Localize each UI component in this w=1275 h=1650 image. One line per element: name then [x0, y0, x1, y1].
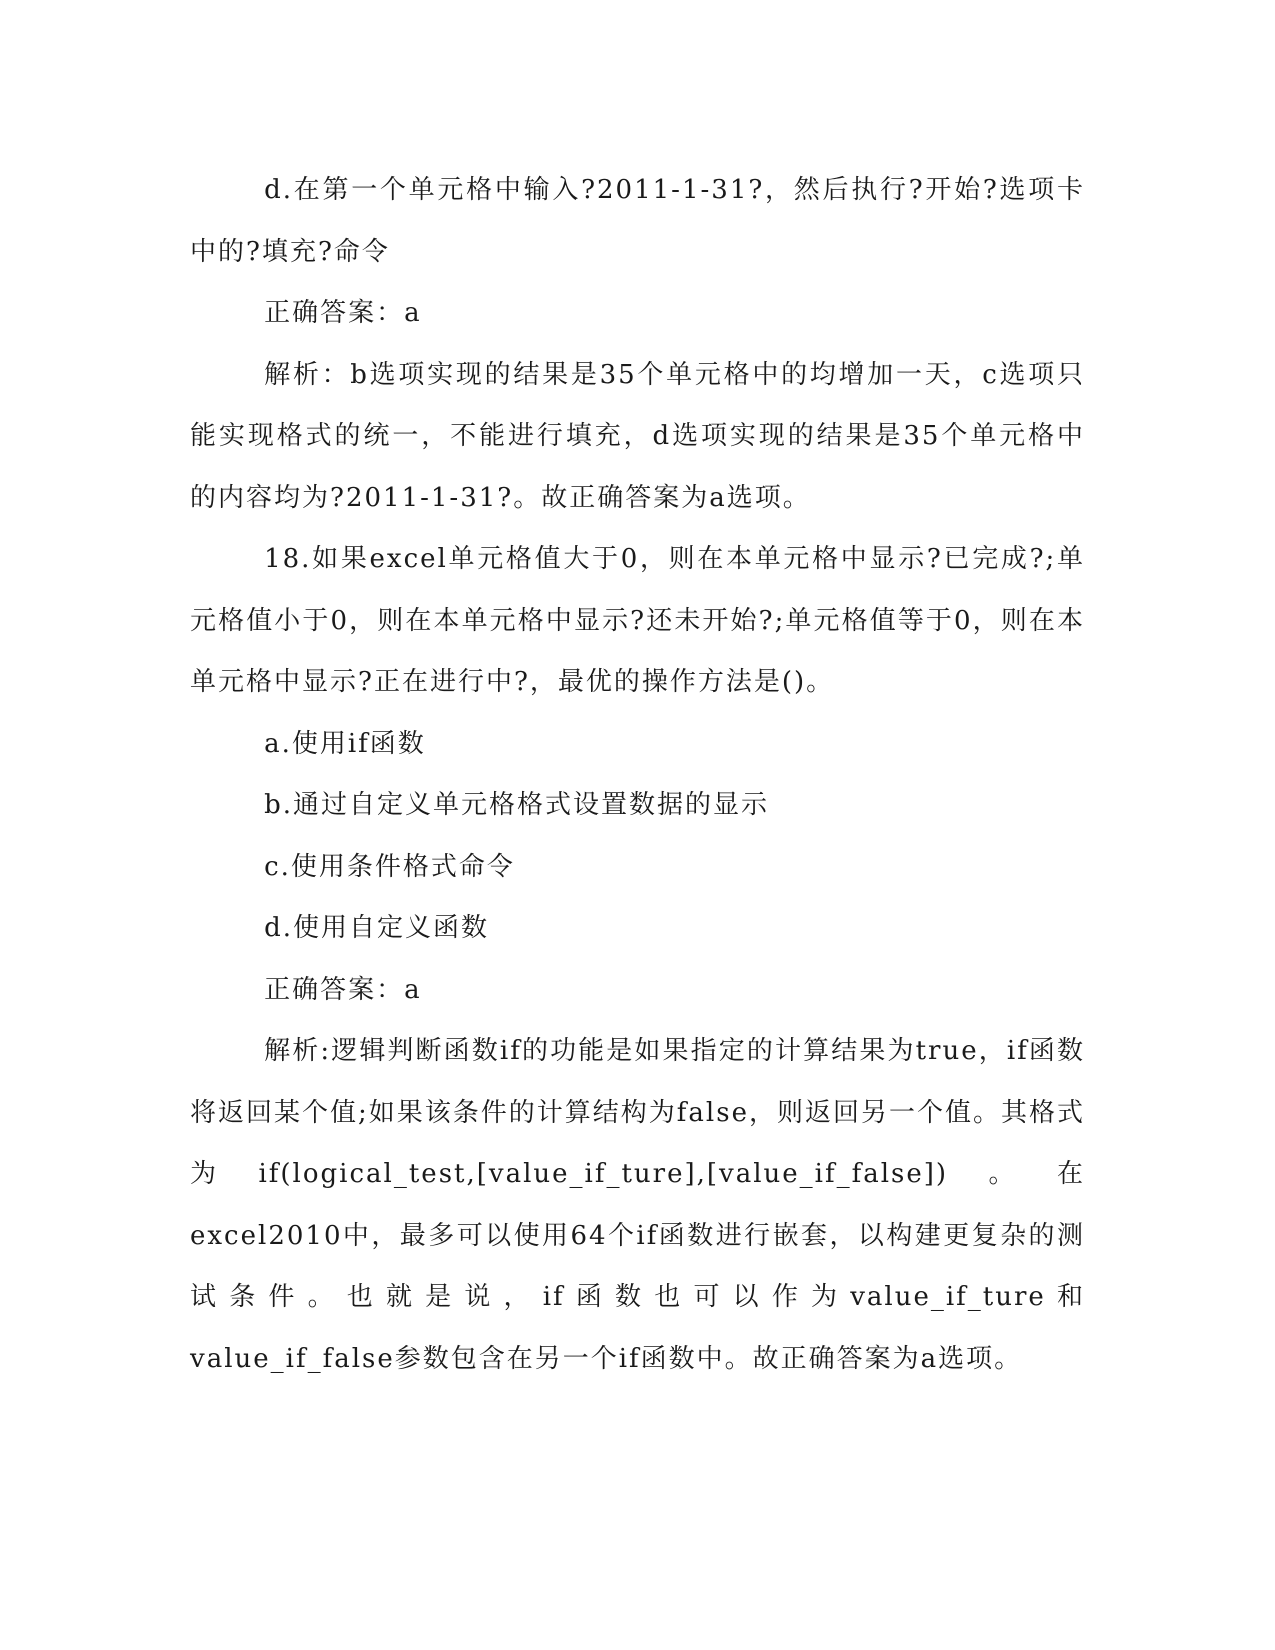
answer-question-18: 正确答案：a [264, 974, 422, 1005]
option-b: b.通过自定义单元格格式设置数据的显示 [264, 790, 770, 820]
explanation-previous-question: 解析：b选项实现的结果是35个单元格中的均增加一天，c选项只能实现格式的统一，不能进行填充，d选项实现的结果是35个单元格中的内容均为?2011-1-31?。故正确答案为a选项。 [190, 359, 1085, 513]
answer-previous-question: 正确答案：a [264, 298, 422, 328]
question-18: 18.如果excel单元格值大于0，则在本单元格中显示?已完成?;单元格值小于0，则在本单元格中显示?还未开始?;单元格值等于0，则在本单元格中显示?正在进行中?，最优的操作方法是()。 [190, 544, 1085, 697]
explanation-question-18: 解析:逻辑判断函数if的功能是如果指定的计算结果为true，if函数将返回某个值;如果该条件的计算结构为false，则返回另一个值。其格式为if(logical_test,[value_if_ture],[value_if_false])。在excel2010中，最多可以使用64个if函数进行嵌套，以构建更复杂的测试条件。也就是说，if函数也可以作为value_if_ture和value_if_false参数包含在另一个if函数中。故正确答案为a选项。 [190, 1036, 1085, 1374]
option-c: c.使用条件格式命令 [264, 851, 515, 882]
option-d: d.使用自定义函数 [264, 913, 490, 943]
document-body [190, 160, 1085, 1390]
option-a: a.使用if函数 [264, 728, 426, 759]
option-d-previous-question: d.在第一个单元格中输入?2011-1-31?，然后执行?开始?选项卡中的?填充?命令 [190, 175, 1085, 267]
